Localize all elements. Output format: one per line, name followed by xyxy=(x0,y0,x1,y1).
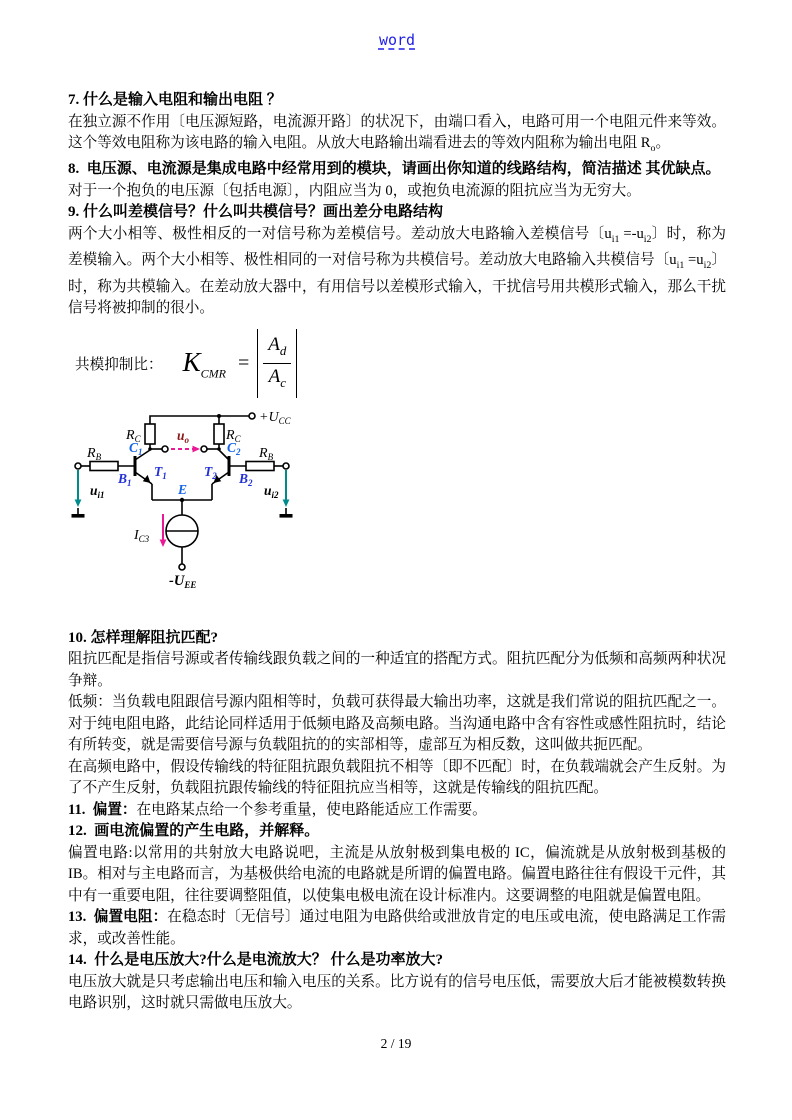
question-10-paragraph-2: 低频：当负载电阻跟信号源内阻相等时，负载可获得最大输出功率，这就是我们常说的阻抗匹配之一。对于纯电阻电路，此结论同样适用于低频电路及高频电路。当沟通电路中含有容性或感性阻抗时，结论有所转变，就是需要信号源与负载阻抗的的实部相等，虚部互为相反数，这叫做共扼匹配。 xyxy=(68,694,726,754)
label-rb-left: $R_B$ xyxy=(87,445,102,462)
label-t1: $T_1$ xyxy=(154,463,167,481)
question-10-heading: 10. 怎样理解阻抗匹配? xyxy=(68,629,219,646)
question-14-answer: 电压放大就是只考虑输出电压和输入电压的关系。比方说有的信号电压低，需要放大后才能被模数转换电路识别，这时就只需做电压放大。 xyxy=(68,973,726,1012)
output-arrow xyxy=(171,445,200,452)
question-10-paragraph-3: 在高频电路中，假设传输线的特征阻抗跟负载阻抗不相等〔即不匹配〕时，在负载端就会产生反射。为了不产生反射，负载阻抗跟传输线的特征阻抗应当相等，这就是传输线的阻抗匹配。 xyxy=(68,758,726,797)
ground-symbol-left xyxy=(72,508,85,518)
question-9-heading: 9. 什么叫差模信号？什么叫共模信号？画出差分电路结构 xyxy=(68,204,444,221)
label-rc-left: $R_C$ xyxy=(126,427,141,444)
label-rb-right: $R_B$ xyxy=(259,445,274,462)
question-11-lead: 11. 偏置： xyxy=(68,801,137,818)
ac-symbol: A xyxy=(268,366,281,388)
question-12-answer: 偏置电路:以常用的共射放大电路说吧，主流是从放射极到集电极的 IC，偏流就是从放射极到基极的 IB。相对与主电路而言，为基极供给电流的电路就是所谓的偏置电路。偏置电路往往有假设干元件，其中有一重要电阻，往往要调整阻值，以使集电极电流在设计标准内。这要调整的电阻就是偏置电阻。 xyxy=(68,844,730,904)
q9-seg-a: 两个大小相等、极性相反的一对信号称为差模信号。差动放大电路输入差模信号〔u xyxy=(68,225,612,242)
label-t2: $T_2$ xyxy=(204,463,217,481)
label-ic3: $I_{C3}$ xyxy=(134,527,150,544)
header xyxy=(68,30,726,51)
q9-seg-b: =-u xyxy=(619,225,644,242)
question-10-paragraph-1: 阻抗匹配是指信号源或者传输线跟负载之间的一种适宜的搭配方式。阻抗匹配分为低频和高频两种状况争辩。 xyxy=(68,651,726,689)
equals-sign: = xyxy=(237,352,250,375)
label-c2: $C_2$ xyxy=(227,439,241,457)
question-9-answer xyxy=(68,224,726,320)
absolute-value-bars xyxy=(257,329,297,398)
output-terminals xyxy=(148,428,221,452)
q7-text-end: 。 xyxy=(655,135,671,151)
question-11-line xyxy=(68,800,726,822)
fraction-denominator xyxy=(264,364,291,395)
q9-sub-c: i1 xyxy=(676,260,685,272)
formula-label: 共模抑制比： xyxy=(75,357,163,374)
q9-seg-c: 〕时，称为差模输入。两个大小相等、极性相同的一对信号称为共模信号。差动放大电路输入共模信号〔u xyxy=(68,225,726,269)
k-subscript: CMR xyxy=(200,365,226,380)
q9-seg-d: =u xyxy=(684,252,704,269)
label-ucc: $+U_{CC}$ xyxy=(259,409,291,426)
word-link[interactable]: word xyxy=(378,31,416,49)
differential-amplifier-diagram xyxy=(70,402,312,604)
label-b2: $B_2$ xyxy=(239,470,253,488)
label-ui1: $u_{i1}$ xyxy=(90,482,105,500)
question-14-heading: 14. 什么是电压放大?什么是电流放大？ 什么是功率放大? xyxy=(68,952,444,969)
label-uo: $u_o$ xyxy=(177,427,190,445)
question-8-answer: 对于一个抱负的电压源〔包括电源〕，内阻应当为 0，或抱负电流源的阻抗应当为无穷大。 xyxy=(68,182,641,199)
ad-subscript: d xyxy=(279,343,287,359)
label-rc-right: $R_C$ xyxy=(226,427,241,444)
question-13-body: 在稳态时〔无信号〕通过电阻为电路供给或泄放肯定的电压或电流，使电路满足工作需求，或改善性能。 xyxy=(68,909,726,947)
cmrr-formula xyxy=(68,332,726,396)
question-13-lead: 13. 偏置电阻： xyxy=(68,909,168,926)
q9-seg-e: 〕时，称为共模输入。在差动放大器中，有用信号以差模形式输入，干扰信号用共模形式输入，那么干扰信号将被抑制的很小。 xyxy=(68,252,726,317)
question-13-line xyxy=(68,907,726,950)
label-e: E xyxy=(178,481,188,497)
emitter-node xyxy=(152,482,212,502)
k-symbol: K xyxy=(182,346,201,377)
label-uee: $-U_{EE}$ xyxy=(169,572,197,590)
page-number: 2 / 19 xyxy=(380,1036,412,1051)
question-8-heading: 8. 电压源、电流源是集成电路中经常用到的模块，请画出你知道的线路结构，简洁描述 其优缺点。 xyxy=(68,161,721,178)
ground-symbol-right xyxy=(280,508,293,518)
question-11-body: 在电路某点给一个参考重量，使电路能适应工作需要。 xyxy=(136,801,487,818)
ad-symbol: A xyxy=(268,334,280,356)
q9-sub-d: i2 xyxy=(703,260,712,272)
question-7-heading: 7. 什么是输入电阻和输出电阻 ？ xyxy=(68,92,282,108)
ac-subscript: c xyxy=(280,375,286,391)
fraction-numerator xyxy=(263,332,291,364)
formula-kcmr xyxy=(182,346,226,380)
q9-sub-a: i1 xyxy=(611,233,620,245)
question-7-answer xyxy=(68,112,726,160)
label-ui2: $u_{i2}$ xyxy=(264,482,279,500)
label-b1: $B_1$ xyxy=(118,470,132,488)
q9-sub-b: i2 xyxy=(643,233,652,245)
question-12-heading: 12. 画电流偏置的产生电路，并解释。 xyxy=(68,823,320,840)
fraction xyxy=(263,332,291,395)
q7-subscript: o xyxy=(650,142,656,154)
label-c1: $C_1$ xyxy=(129,439,143,457)
current-source xyxy=(133,500,198,590)
q7-text: 在独立源不作用〔电压源短路，电流源开路〕的状况下，由端口看入，电路可用一个电阻元件来等效。这个等效电阻称为该电路的输入电阻。从放大电路输出端看进去的等效内阻称为输出电阻 R xyxy=(68,113,726,151)
